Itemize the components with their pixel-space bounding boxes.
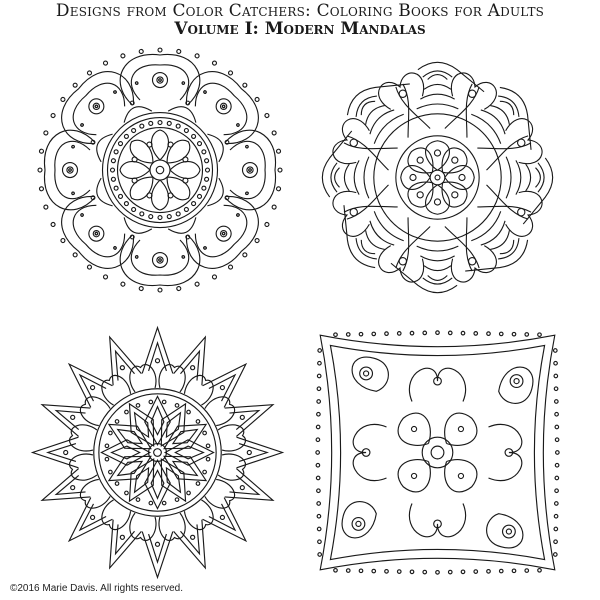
copyright-notice: ©2016 Marie Davis. All rights reserved. bbox=[10, 583, 183, 594]
mandala-starburst-bottom-left bbox=[30, 325, 285, 580]
mandala-octagonal-top-right bbox=[315, 55, 560, 300]
square-mandala-art bbox=[310, 325, 565, 580]
starburst-mandala-art bbox=[30, 325, 285, 580]
mandala-square-bottom-right bbox=[310, 325, 565, 580]
mandala-floral-top-left bbox=[35, 45, 285, 295]
book-title: Designs from Color Catchers: Coloring Books for Adults bbox=[55, 1, 545, 21]
volume-title: Volume I: Modern Mandalas bbox=[174, 19, 426, 39]
octagonal-mandala-art bbox=[315, 55, 560, 300]
floral-mandala-art bbox=[35, 45, 285, 295]
